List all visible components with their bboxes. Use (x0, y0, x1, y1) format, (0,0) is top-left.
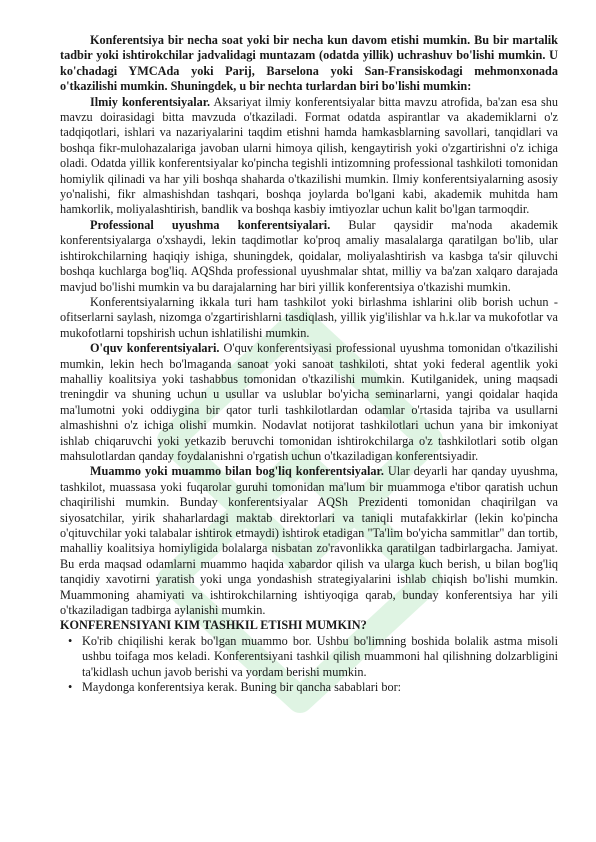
section-text: Bular qaysidir ma'noda akademik konferentsiyalarga o'xshaydi, lekin taqdimotlar ko'proq amaliy masalalarga qaratilgan bo'lib, ular ishtirokchilarning haqiqiy ishiga, shuningdek, qoidalar, moliyalashtirish va kasbga ta'sir qiluvchi boshqa kuchlarga bog'liq. AQShda professional uyushmalar shtat, milliy va ba'zan xalqaro darajada mavjud bo'lishi mumkin va bu darajalarning har biri yillik konferentsiya o'tkazishi mumkin. (60, 217, 558, 294)
section-heading: O'quv konferentsiyalari. (90, 341, 220, 356)
section-heading: Ilmiy konferentsiyalar. (90, 94, 211, 109)
section-text: Konferentsiyalarning ikkala turi ham tashkilot yoki birlashma ishlarini olib borish uchun - ofitserlarni saylash, nizomga o'zgartirishlarni tasdiqlash, yillik yig'ilishlar va h.k.lar va mukofotlar va mukofotlarni topshirish uchun ishlatilishi mumkin. (60, 294, 558, 340)
section-issue-conferences (60, 464, 558, 618)
section-training-conferences (60, 341, 558, 464)
intro-paragraph: Konferentsiya bir necha soat yoki bir necha kun davom etishi mumkin. Bu bir martalik tadbir yoki ishtirokchilar jadvalidagi muntazam (odatda yillik) uchrashuv bo'lishi mumkin. U ko'chadagi YMCAda yoki Parij, Barselona yoki San-Fransiskodagi mehmonxonada o'tkazilishi mumkin. Shuningdek, u bir nechta turlardan biri bo'lishi mumkin: (60, 33, 558, 94)
document-page (60, 33, 558, 695)
list-item: • Maydonga konferentsiya kerak. Buning bir qancha sabablari bor: (82, 680, 558, 695)
section-professional-association (60, 218, 558, 295)
bullet-list (60, 634, 558, 696)
section-both-types (60, 295, 558, 341)
section-text: Ular deyarli har qanday uyushma, tashkilot, muassasa yoki fuqarolar guruhi tomonidan ma'lum bir muammoga e'tibor qaratish uchun chaqirilishi mumkin. Bunday konferentsiyalar AQSh Prezidenti tomonidan chaqirilgan va siyosatchilar, yirik shaharlardagi maktab direktorlari va taniqli mutafakkirlar (lekin ko'pincha o'qituvchilar yoki talabalar ishtirok etmaydi) ishtirok etadigan "Ta'lim bo'yicha sammitlar" dan tortib, mahalliy koalitsiya homiyligida bolalarga nisbatan zo'ravonlikka qaratilgan tadbirlargacha. Jamiyat. Bu erda maqsad odamlarni muammo haqida xabardor qilish va ularga kuch berish, u bilan bog'liq tanqidiy xavotirni yaratish yoki unga yondashish strategiyalarini ishlab chiqish bo'lishi mumkin. Muammoning ahamiyati va ishtirokchilarning ishtiyoqiga qarab, bunday konferentsiya har yili o'tkaziladigan tadbirga aylanishi mumkin. (60, 464, 558, 618)
section-text: O'quv konferentsiyasi professional uyushma tomonidan o'tkazilishi mumkin, lekin hech bo'lmaganda sanoat yoki sanoat tashkiloti, shtat yoki federal agentlik yoki mahalliy koalitsiya yoki tashabbus tomonidan o'tkazilishi mumkin. Kutilganidek, uning maqsadi treningdir va shuning uchun u usullar va uslublar bo'yicha seminarlarni, yangi qoidalar haqida ma'lumotni yoki oddiygina bir qator turli tashkilotlardan odamlar o'rtasida tajriba va usullarni almashishni o'z ichiga olishi mumkin. Nodavlat notijorat tashkilotlari uchun yana bir imkoniyat ishlab chiqaruvchi yoki yetkazib beruvchi tomonidan ishtirokchilarga o'z tashkilotlari sotib olgan mahsulotlardan qanday foydalanishni o'rgatish uchun o'tkaziladigan konferentsiyadir. (60, 341, 558, 463)
section-scientific-conferences (60, 95, 558, 218)
list-item: • Ko'rib chiqilishi kerak bo'lgan muammo bor. Ushbu bo'limning boshida bolalik astma misoli ushbu toifaga mos keladi. Konferentsiyani tashkil qilish muammoni hal qilishning dolzarbligini ta'kidlash uchun javob berishi va yordam berishi mumkin. (82, 634, 558, 680)
section-heading: Professional uyushma konferentsiyalari. (90, 217, 331, 232)
section-heading: Muammo yoki muammo bilan bog'liq konferentsiyalar. (90, 464, 384, 479)
section-text: Aksariyat ilmiy konferentsiyalar bitta mavzu atrofida, ba'zan esa shu mavzu doirasidagi bitta mavzuda o'tkaziladi. Format odatda aspirantlar va akademiklarni o'z tadqiqotlari, ishlari va nazariyalarini taqdim etishni hamda hamkasblarning savollari, tanqidlari va boshqa fikr-mulohazalariga javoban ularni himoya qilish, kengaytirish yoki o'zgartirishni o'z ichiga oladi. Odatda yillik konferentsiyalar ko'pincha tegishli intizomning professional tashkiloti tomonidan homiylik qilinadi va har yili boshqa shaharda o'tkazilishi mumkin. Ilmiy konferentsiyalarning asosiy yo'nalishi, fikr almashishdan tashqari, boshqa joylarda bo'lgani kabi, akademik muhitda ham hamkorlik, moliyalashtirish, bandlik va boshqa kasbiy imtiyozlar uchun kalit bo'lgan tarmoqdir. (60, 94, 559, 217)
section-title: KONFERENSIYANI KIM TASHKIL ETISHI MUMKIN? (60, 618, 367, 633)
